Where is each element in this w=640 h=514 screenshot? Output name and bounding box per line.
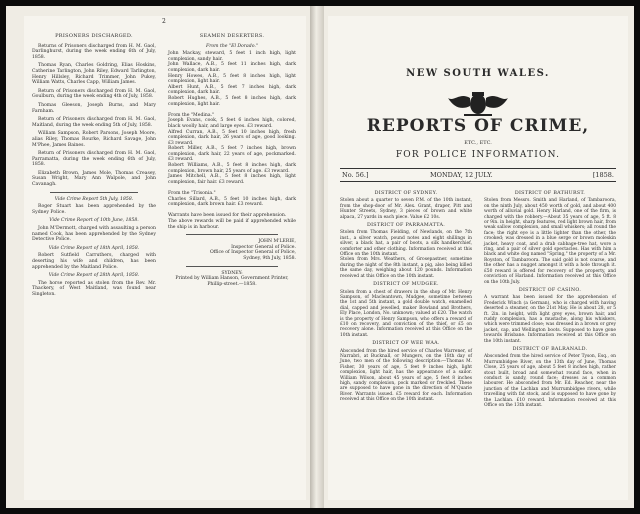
issue-dateline <box>340 168 616 182</box>
scanned-document <box>6 6 634 508</box>
discharge-paragraph: William Sampson, Robert Parsons, Joseph Moore, alias Riley, Thomas Rourke, Richard Savage, John M'Phee, James Baines. <box>32 131 156 148</box>
vide-heading: Vide Crime Report 5th July, 1858. <box>54 196 134 202</box>
vide-heading: Vide Crime Report of 10th June, 1858. <box>49 218 139 224</box>
discharge-paragraph: Return of Prisoners discharged from H. M. Gaol, Parramatta, during the week ending 6th of July, 1858. <box>32 151 156 168</box>
divider <box>186 266 278 267</box>
district-report: Stolen from a chest of drawers in the shop of Mr. Henry Sampson, of Macleantown, Mudgee, sometime between the 1st and 5th instant, a gold double watch, enamelled dial, capped and jewelled, maker Bowland and Brothers, Ely Place, London, No. unknown; valued at £20. The watch is the property of Henry Sampson, who offers a reward of £10 on recovery, and conviction of the thief, or £5 on recovery alone. Information received at this Office on the 10th instant. <box>340 289 474 338</box>
issue-date: MONDAY, 12 JULY. <box>430 171 493 179</box>
vide-heading: Vide Crime Report of 18th April, 1858. <box>48 245 140 251</box>
district-report: Absconded from the hired service of Charles Warrener, of Narrabri, at Bucknall, or Mungers, on the 18th day of June, two men of the following description:—Thomas M. Fisher, 30 years of age, 5 feet 9 inches high, light complexion, light hair, has the appearance of a sailor. William Wilson, about 45 years of age, 5 feet 8 inches high, sandy complexion, pock marked or freckled. These are supposed to have gone in the direction of M'Quarie River. Warrants issued. £5 reward for each. Information received at this Office on the 10th instant. <box>340 348 474 403</box>
discharge-paragraph: Thomas Ryan, Charles Goldring, Elias Hoskins, Catherine Tarlington, John Riley, Edward Tarlington, Henry Hillsley, Richard Trimmer, John Pukey, William Watts, Charles Capp, William James. <box>32 63 156 86</box>
deserters-list: John Mackay, steward, 5 feet 1 inch high, light complexion, sandy hair. John Wallace, A.B., 5 feet 11 inches high, dark complexion, dark hair. Henry Howes, A.B., 5 feet 8 inches high, light complexion, light hair. Albert Hunt, A.B., 5 feet 7 inches high, dark complexion, dark hair. Robert Hughes, A.B., 5 feet 8 inches high, dark complexion, light hair. From the "Medina." Joseph Evans, cook, 5 feet 6 inches high, colored, black woolly hair, and large eyes. £3 reward. Alfred Curran, A.B., 5 feet 10 inches high, fresh complexion, dark hair, 26 years of age, good looking. £3 reward. Robert Miller, A.B., 5 feet 7 inches high, brown complexion, dark hair, 22 years of age, pockmarked. £3 reward. Robert Williams, A.B., 5 feet 8 inches high, dark complexion, brown hair, 25 years of age. £3 reward. James Mitchell, A.B., 5 feet 8 inches high, light complexion, fair hair. £3 reward. From the "Trisonia." Charles Sillard, A.B., 5 feet 10 inches high, dark complexion, dark brown hair. £3 reward. Warrants have been issued for their apprehension. The above rewards will be paid if apprehended while the ship is in harbour. <box>168 51 296 230</box>
right-page <box>328 16 628 500</box>
seamen-deserters-heading: SEAMEN DESERTERS. <box>199 33 265 39</box>
page-gutter <box>310 6 324 508</box>
state-heading: NEW SOUTH WALES. <box>406 68 550 79</box>
vide-heading: Vide Crime Report of 28th April, 1858. <box>48 273 140 279</box>
district-report: Stolen about a quarter to seven P.M. of the 10th instant, from the shop-door of Mr. Alex. Grant, draper, Pitt and Hunter Streets, Sydney, 3 pieces of brown and white alpaca, 27 yards in each piece. Value £2 10s. <box>340 198 474 220</box>
issue-year: [1858. <box>592 171 614 179</box>
left-column-1 <box>32 32 156 412</box>
vide-text: The horse reported as stolen from the Rev. Mr. Thackery, of West Maitland, was found near Singleton. <box>32 280 156 297</box>
district-report: A warrant has been issued for the apprehension of Frederick Winch (a German), who is charged with having deserted a steamer, on the 21st May. He is about 28, or 5 ft. 2in. in height, with light grey eyes, brown hair, and ruddy complexion, has a mustache, along his whiskers, which were trimmed close; was dressed in a brown or grey jacket, cap, and Wellington boots. Supposed to have gone towards Brisbane. Information received at this Office on the 10th instant. <box>484 295 618 344</box>
discharge-paragraph: Elizabeth Brown, James Mole, Thomas Creasey, Susan Wright, Mary Ann Walpole, and John Cavanagh. <box>32 170 156 188</box>
ship-subheading: From the "El Dorado." <box>206 43 258 49</box>
etc-line: ETC., ETC. <box>464 140 492 146</box>
district-heading: DISTRICT OF CASINO. <box>518 287 582 293</box>
district-heading: DISTRICT OF BATHURST. <box>514 191 586 196</box>
subtitle: FOR POLICE INFORMATION. <box>395 150 561 160</box>
district-report: Stolen from Messrs. Smith and Harland, of Tambaroora, on the ninth July, about 450 worth of gold, and about 400 worth of alluvial gold. Henry Harland, one of the firm, is charged with the robbery.—About 35 years of age, 5 ft. 8 or 9in. in height, sharp features, red light brown hair, from weak sallow complexion, and small whiskers; all round the face; the right eye is a little lighter than the other, the crooked; was dressed in a blue serge or brown moleskin jacket, heavy coat, and a drab cabbage-tree hat, wore a ring, and a pair of silver gold spectacles. Has with him a black and white dog named "Spring," the property of a Mr. Royston, of Tambaroora. The said gold is not coarse, and the other has a nugget amongst it with a hole through it. £50 reward is offered for recovery of the property, and conviction of Harland. Information received at this Office on the 10th July. <box>484 198 618 285</box>
divider <box>50 192 138 193</box>
district-report: Absconded from the hired service of Peter Tyson, Esq., on Murrumbidgee River, on the 13th day of June, Thomas Close, 25 years of age, about 5 feet 8 inches high, rather stout built, broad and somewhat round face, when in conduct is sandy, round face; dresses as a common labourer. He absconded from Mr. Ed. Reacher, near the junction of the Lachlan and Murrumbidgee rivers, while travelling with fat stock, and is supposed to have gone by the Lachlan. £10 reward. Information received at this Office on the 13th instant. <box>484 354 618 409</box>
discharge-paragraph: Thomas Gleeson, Joseph Burns, and Mary Farnham. <box>32 102 156 114</box>
discharge-paragraph: Return of Prisoners discharged from H. M. Gaol, Goulburn, during the week ending 4th of July, 1858. <box>32 88 156 100</box>
divider <box>186 234 278 235</box>
discharge-paragraph: Returns of Prisoners discharged from H. M. Gaol, Darlinghurst, during the week ending 6th of July, 1858. <box>32 43 156 60</box>
signature-block: JOHN M'LERIE, Inspector General of Police. Office of Inspector General of Police, Sydney, 9th July, 1858. <box>209 239 296 261</box>
printer-imprint: SYDNEY: Printed by William Hanson, Government Printer, Phillip-street.—1858. <box>175 270 289 287</box>
left-page <box>24 16 306 500</box>
district-heading: DISTRICT OF SYDNEY. <box>374 191 438 196</box>
coat-of-arms-icon <box>446 88 510 118</box>
document-title: REPORTS OF CRIME, <box>366 116 590 136</box>
district-heading: DISTRICT OF WEE WAA. <box>372 341 440 347</box>
prisoners-discharged-heading: PRISONERS DISCHARGED. <box>55 33 133 39</box>
left-column-2 <box>168 32 296 342</box>
vide-text: John M'Dermott, charged with assaulting a person named Cook, has been apprehended by the Sydney Detective Police. <box>32 226 156 243</box>
issue-number: No. 56.] <box>342 171 369 179</box>
district-heading: DISTRICT OF BALRANALD. <box>512 346 588 352</box>
right-column-1 <box>340 188 472 488</box>
discharge-paragraph: Return of Prisoners discharged from H. M. Gaol, Maitland, during the week ending 5th of July, 1858. <box>32 117 156 128</box>
district-heading: DISTRICT OF MUDGEE. <box>373 282 439 288</box>
vide-text: Roger Stuart has been apprehended by the Sydney Police. <box>32 204 156 215</box>
page-number: 2 <box>162 18 166 25</box>
district-report: Stolen from Thomas Fielding, of Newlands, on the 7th inst., a silver watch, pound notes and eight shillings in silver, a black hat, a pair of boots, a silk handkerchief, comforter and other clothing. Information received at this Office on the 10th instant. Stolen from Mrs. Weathers, of Grosepastner, sometime during the night of the 8th instant, a pig, also being killed the same day, weighing about 120 pounds. Information received at this Office on the 10th instant. <box>340 230 472 279</box>
right-column-2 <box>484 188 616 488</box>
vide-text: Robert Sutfield Carruthers, charged with deserting his wife and children, has been apprehended by the Maitland Police. <box>32 253 156 270</box>
district-heading: DISTRICT OF PARRAMATTA. <box>366 223 446 229</box>
